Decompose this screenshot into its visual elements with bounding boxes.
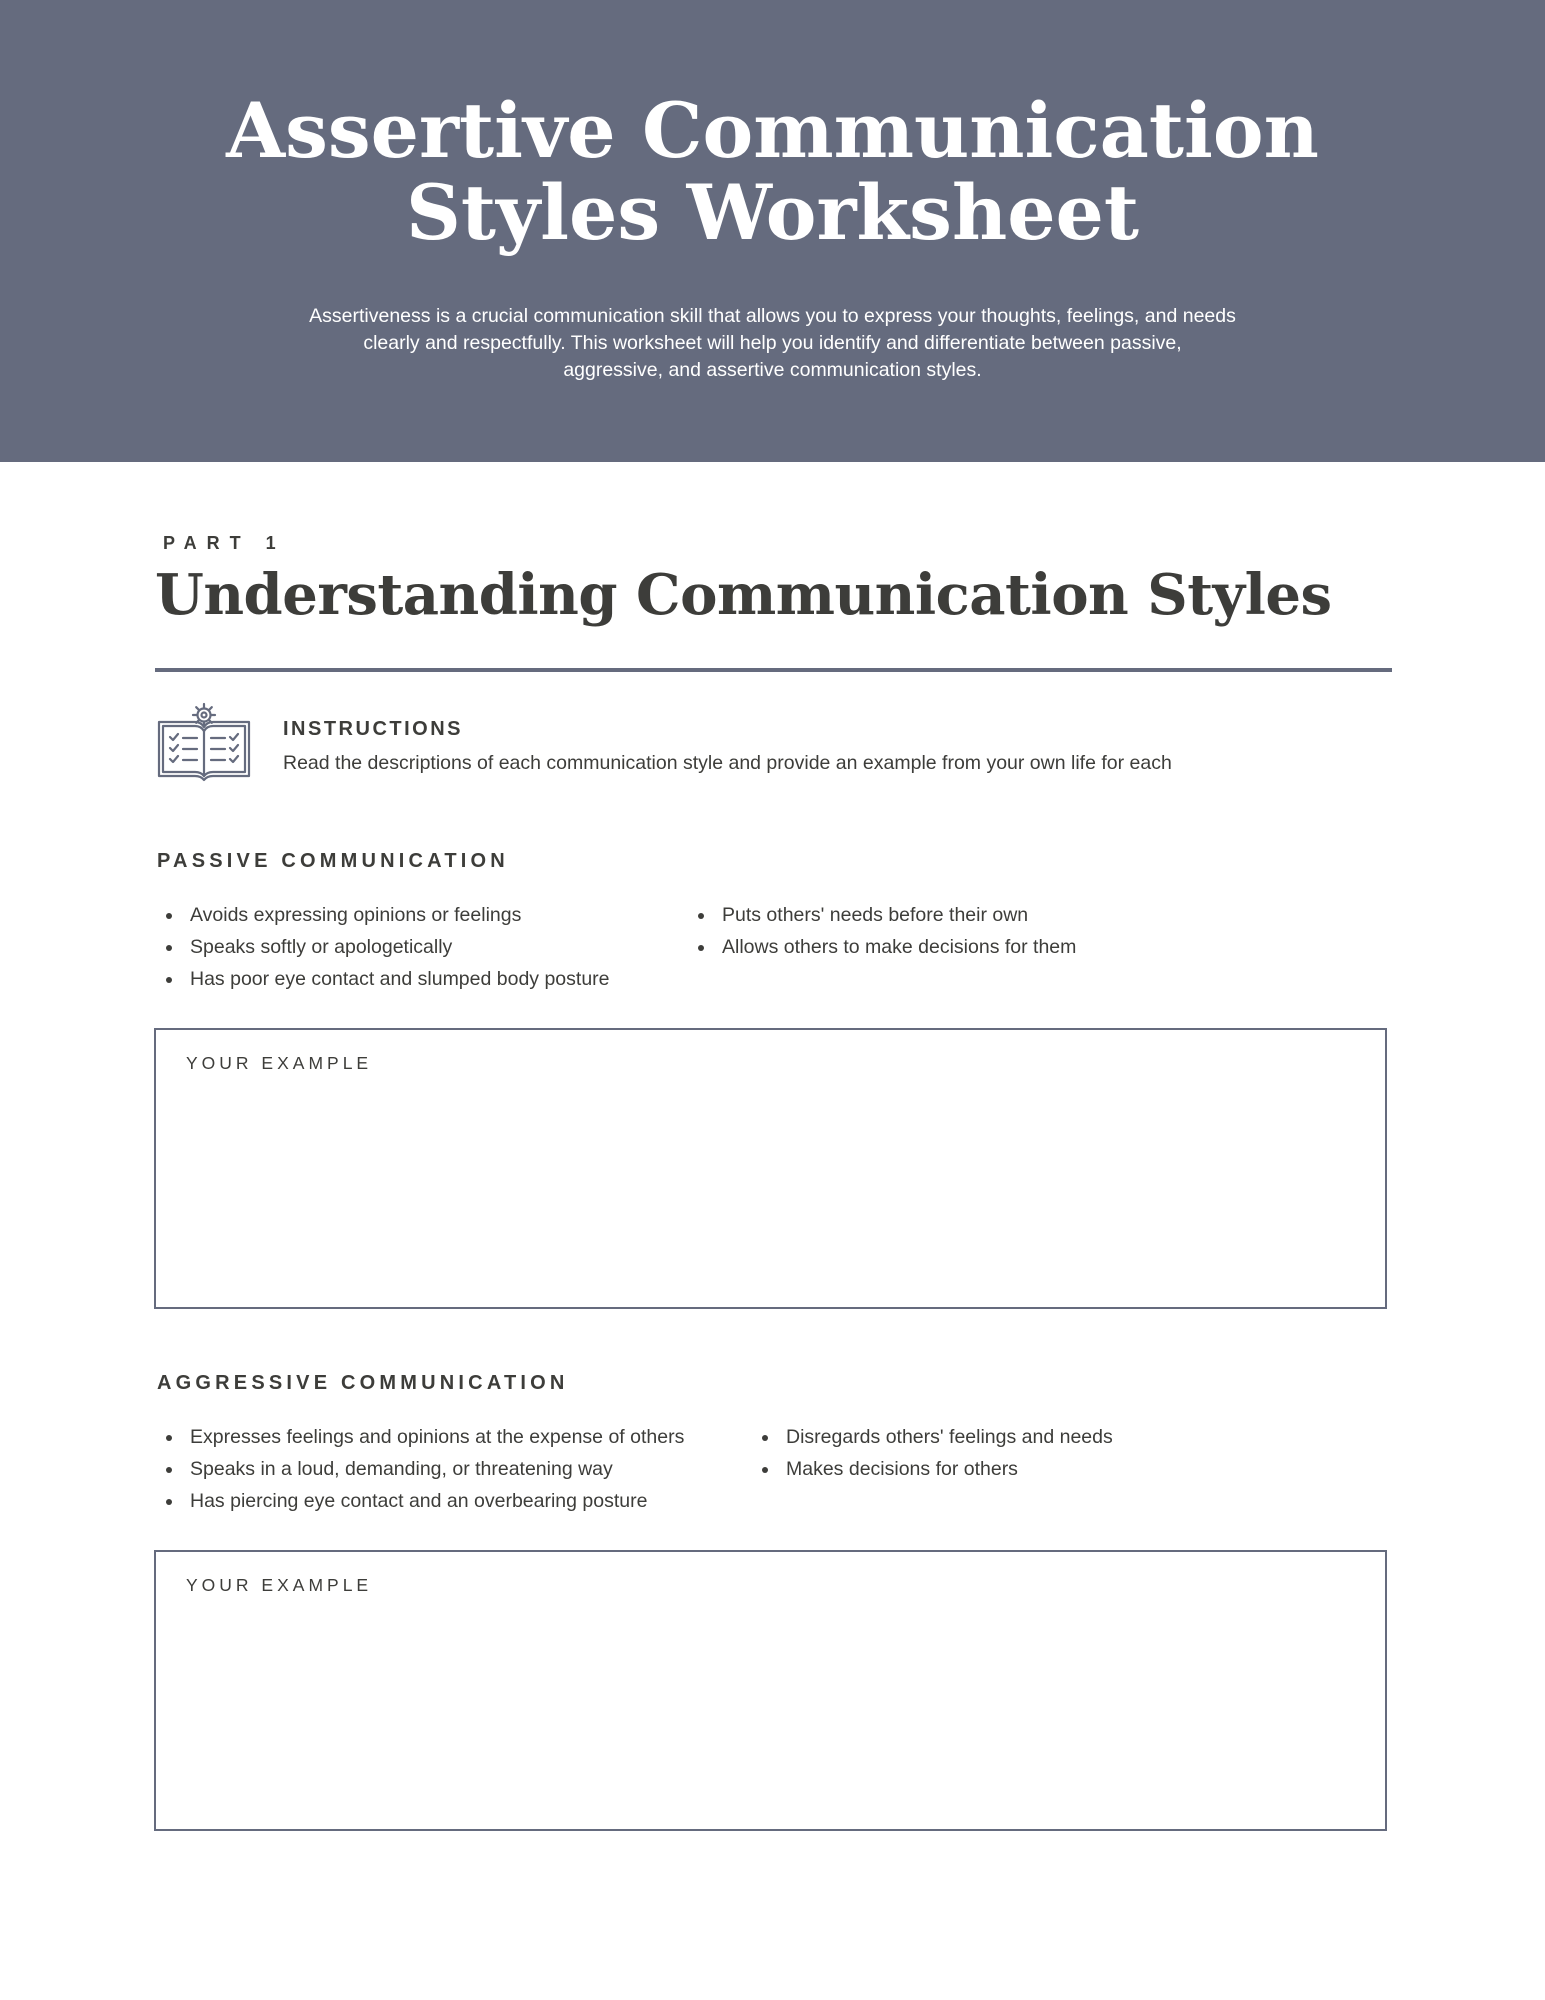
list-item: Has piercing eye contact and an overbearing posture — [157, 1485, 684, 1517]
page-title-line-1: Assertive Communication — [226, 86, 1319, 175]
part-label: PART 1 — [163, 533, 286, 553]
list-item: Speaks in a loud, demanding, or threatening way — [157, 1453, 684, 1485]
list-item: Makes decisions for others — [753, 1453, 1113, 1485]
passive-heading: PASSIVE COMMUNICATION — [157, 850, 509, 872]
passive-example-box[interactable] — [154, 1028, 1387, 1309]
list-item: Has poor eye contact and slumped body posture — [157, 963, 610, 995]
header-banner — [0, 0, 1545, 462]
instructions-text: Read the descriptions of each communication style and provide an example from your own life for each — [283, 752, 1172, 774]
list-item: Disregards others' feelings and needs — [753, 1421, 1113, 1453]
checklist-book-gear-icon — [155, 700, 253, 784]
instructions-heading: INSTRUCTIONS — [283, 718, 463, 740]
list-item: Allows others to make decisions for them — [689, 931, 1076, 963]
list-item: Avoids expressing opinions or feelings — [157, 899, 610, 931]
list-item: Expresses feelings and opinions at the expense of others — [157, 1421, 684, 1453]
page-title-line-2: Styles Worksheet — [405, 168, 1140, 257]
intro-line-2: clearly and respectfully. This worksheet will help you identify and differentiate between passive, — [363, 332, 1182, 354]
aggressive-list-left — [157, 1421, 684, 1517]
list-item: Speaks softly or apologetically — [157, 931, 610, 963]
example-label: YOUR EXAMPLE — [186, 1053, 373, 1073]
list-item: Puts others' needs before their own — [689, 899, 1076, 931]
aggressive-example-box[interactable] — [154, 1550, 1387, 1831]
intro-line-3: aggressive, and assertive communication styles. — [563, 359, 982, 381]
intro-line-1: Assertiveness is a crucial communication skill that allows you to express your thoughts, feelings, and needs — [309, 305, 1236, 327]
part-title: Understanding Communication Styles — [155, 562, 1332, 628]
aggressive-list-right — [753, 1421, 1113, 1485]
example-label: YOUR EXAMPLE — [186, 1575, 373, 1595]
passive-list-right — [689, 899, 1076, 963]
aggressive-heading: AGGRESSIVE COMMUNICATION — [157, 1372, 569, 1394]
divider — [155, 668, 1392, 672]
page-title — [0, 86, 1545, 257]
passive-list-left — [157, 899, 610, 995]
intro-paragraph — [270, 303, 1275, 384]
